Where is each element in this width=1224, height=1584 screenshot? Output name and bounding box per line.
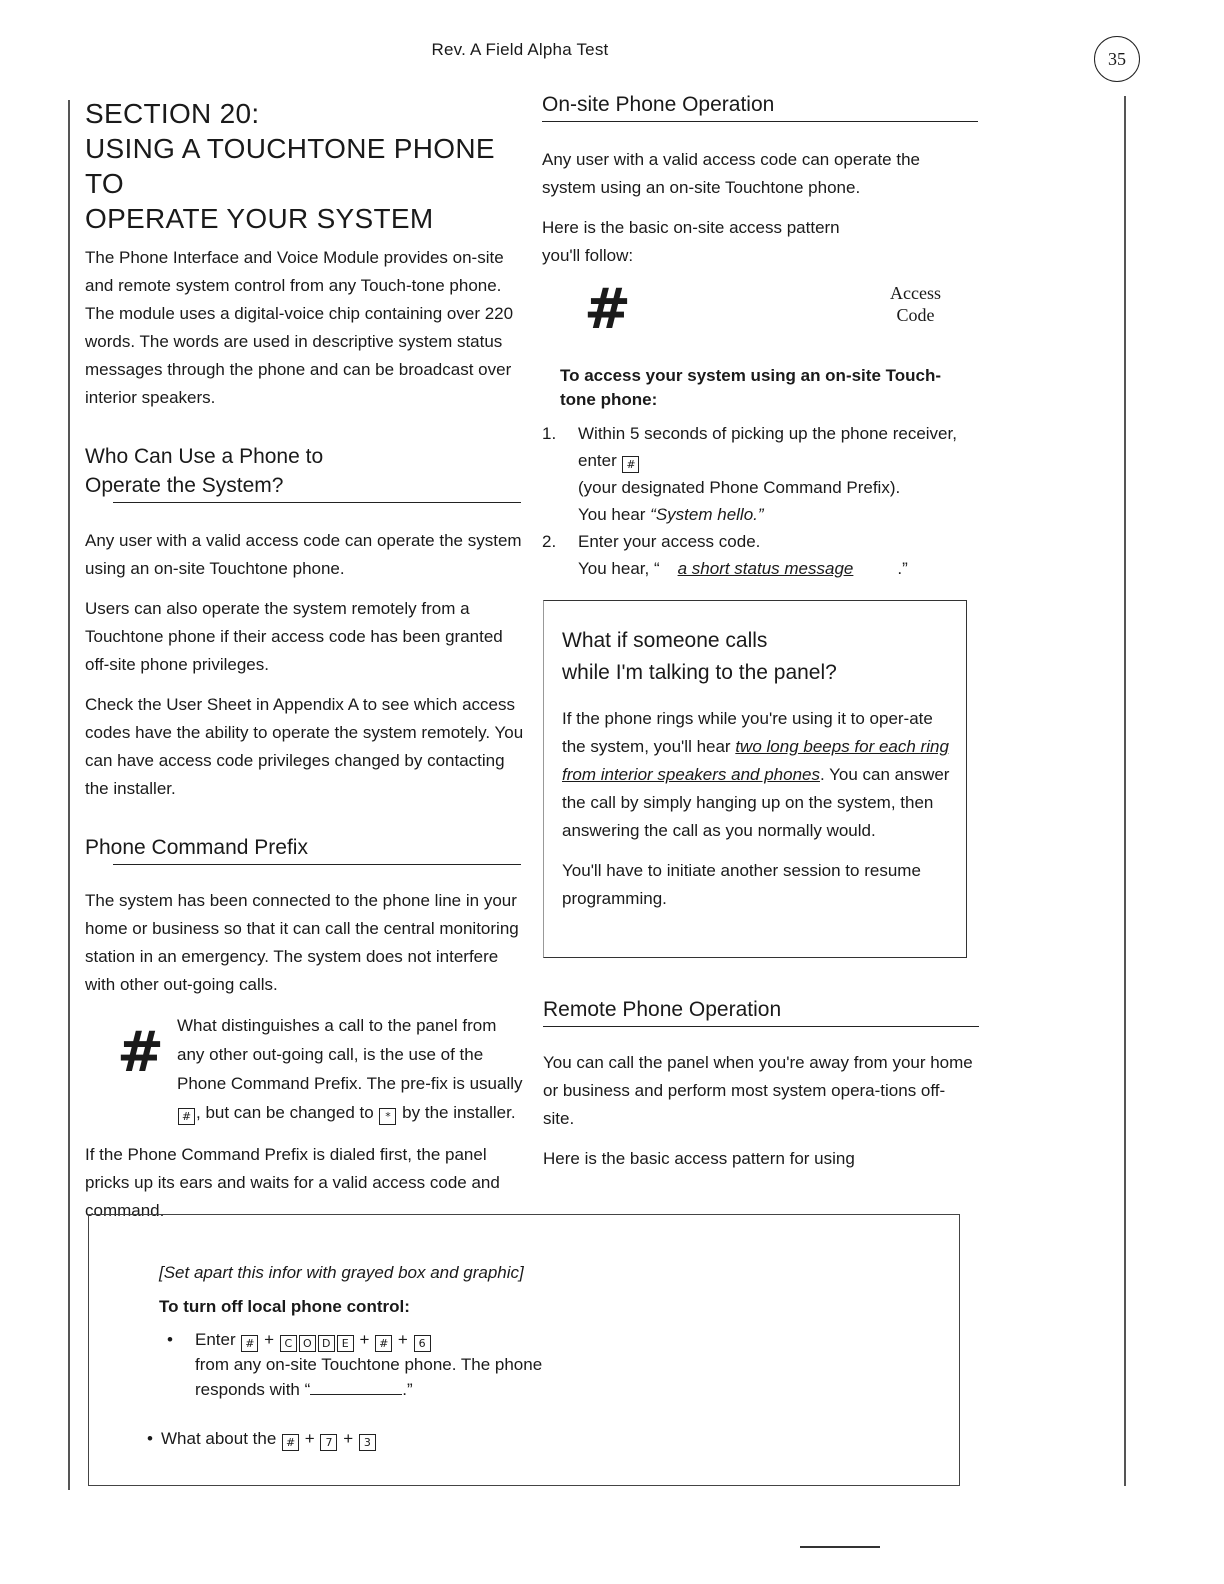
onsite-heading-rule [542, 121, 978, 122]
section-title-line-1: SECTION 20: [85, 98, 260, 129]
plus-sign: + [359, 1330, 370, 1349]
tip-box [543, 600, 967, 958]
editor-note: [Set apart this infor with grayed box and graphic] [159, 1263, 524, 1282]
procedure-steps [542, 420, 982, 582]
step-2-hear: You hear, “ [578, 559, 660, 578]
what-about-text: What about the [161, 1429, 277, 1448]
hash-key-icon: # [622, 456, 639, 473]
pattern-label-line-2: Code [896, 305, 935, 325]
prefix-note-text-b: , but can be changed to [196, 1103, 374, 1122]
hash-key-icon: # [375, 1335, 392, 1352]
responds-end: .” [402, 1380, 413, 1399]
star-key-icon: * [379, 1108, 396, 1125]
plus-sign: + [397, 1330, 408, 1349]
bullet-1-line-3 [195, 1377, 899, 1402]
tip-p1-end: . You can answer the call by simply hanging up on the system, then answering the call as you normally would. [562, 765, 950, 840]
bullet-1-line-1 [195, 1327, 899, 1352]
step-2-line-2 [578, 555, 982, 582]
left-column [85, 96, 525, 1237]
step-1-hear: You hear [578, 505, 651, 524]
plus-sign: + [304, 1429, 315, 1448]
bullet-marker: • [147, 1429, 153, 1448]
bullet-what-about [147, 1426, 899, 1451]
procedure-step-1 [542, 420, 982, 528]
tip-content [562, 625, 954, 925]
response-blank [310, 1394, 402, 1395]
status-message-placeholder: a short status message [677, 559, 854, 578]
tip-title-line-2: while I'm talking to the panel? [562, 661, 837, 684]
d-key-icon: D [318, 1335, 335, 1352]
onsite-paragraph-1: Any user with a valid access code can operate the system using an on-site Touchtone phone. [542, 150, 920, 197]
footer-rule [800, 1546, 880, 1548]
tip-title-line-1: What if someone calls [562, 629, 768, 652]
who-paragraph-1: Any user with a valid access code can operate the system using an on-site Touchtone phone. [85, 531, 522, 578]
tip-paragraph-1 [562, 705, 954, 845]
pattern-hash-icon: # [584, 277, 631, 342]
remote-paragraph-1: You can call the panel when you're away from your home or business and perform most system opera-tions off-site. [543, 1053, 973, 1128]
step-1-number: 1. [542, 424, 557, 443]
step-2-number: 2. [542, 532, 557, 551]
six-key-icon: 6 [414, 1335, 431, 1352]
local-control-box [88, 1214, 960, 1486]
step-1-quote: “System hello.” [650, 505, 764, 524]
procedure-step-2 [542, 528, 982, 582]
remote-heading-rule [543, 1026, 979, 1027]
who-paragraph-2: Users can also operate the system remotely from a Touchtone phone if their access code has been granted off-site phone privileges. [85, 599, 503, 674]
prefix-note-text-a: What distinguishes a call to the panel from any other out-going call, is the use of the Phone Command Prefix. The pre-fix is usually [177, 1016, 523, 1093]
plus-sign: + [343, 1429, 354, 1448]
pattern-label-line-1: Access [890, 283, 941, 303]
who-paragraph-3: Check the User Sheet in Appendix A to see which access codes have the ability to operate the system remotely. You can have access code privileges changed by contacting the installer. [85, 695, 524, 798]
hash-key-icon: # [178, 1108, 195, 1125]
right-column [542, 90, 982, 582]
hash-key-icon: # [282, 1434, 299, 1451]
three-key-icon: 3 [359, 1434, 376, 1451]
prefix-note [85, 1011, 525, 1127]
step-2-end: .” [897, 559, 908, 578]
prefix-paragraph-1: The system has been connected to the phone line in your home or business so that it can call the central monitoring station in an emergency. The system does not interfere with other out-going calls. [85, 891, 519, 994]
o-key-icon: O [299, 1335, 316, 1352]
onsite-heading: On-site Phone Operation [542, 93, 775, 116]
prefix-note-text-c: by the installer. [402, 1103, 516, 1122]
local-control-title: To turn off local phone control: [159, 1297, 410, 1316]
right-margin-line [1124, 96, 1126, 1486]
remote-section [543, 995, 983, 1185]
local-control-content [147, 1261, 899, 1451]
section-title-line-2: USING A TOUCHTONE PHONE TO [85, 133, 495, 199]
prefix-heading: Phone Command Prefix [85, 836, 308, 859]
bullet-marker: • [167, 1330, 173, 1349]
enter-label: Enter [195, 1330, 236, 1349]
section-title-line-3: OPERATE YOUR SYSTEM [85, 203, 434, 234]
bullet-1-line-2: from any on-site Touchtone phone. The phone [195, 1355, 543, 1374]
prefix-paragraph-2: If the Phone Command Prefix is dialed first, the panel pricks up its ears and waits for a valid access code and command. [85, 1145, 500, 1220]
who-heading-line-1: Who Can Use a Phone to [85, 445, 324, 468]
prefix-heading-rule [113, 864, 521, 865]
remote-paragraph-2: Here is the basic access pattern for using [543, 1149, 855, 1168]
pattern-access-code-label [890, 282, 941, 326]
remote-heading: Remote Phone Operation [543, 998, 782, 1021]
responds-with: responds with “ [195, 1380, 311, 1399]
running-header: Rev. A Field Alpha Test [431, 40, 609, 59]
hash-key-icon: # [241, 1335, 258, 1352]
plus-sign: + [264, 1330, 275, 1349]
left-margin-line [68, 100, 70, 1490]
hash-icon: # [117, 1020, 164, 1085]
e-key-icon: E [337, 1335, 354, 1352]
who-heading-rule [113, 502, 521, 503]
intro-paragraph: The Phone Interface and Voice Module provides on-site and remote system control from any Touch-tone phone. The module uses a digital-voice chip containing over 220 words. The words are used in descriptive system status messages through the phone and can be broadcast over interior speakers. [85, 248, 514, 407]
tip-p1-underlined: two long beeps for each ring from interior speakers and phones [562, 737, 949, 784]
seven-key-icon: 7 [320, 1434, 337, 1451]
step-1-line-2: (your designated Phone Command Prefix). [578, 478, 901, 497]
step-1-line-1 [578, 420, 958, 474]
access-pattern [542, 277, 982, 346]
who-heading-line-2: Operate the System? [85, 474, 284, 497]
tip-paragraph-2: You'll have to initiate another session to resume programming. [562, 861, 921, 908]
step-2-line-1: Enter your access code. [578, 532, 761, 551]
step-1-text: Within 5 seconds of picking up the phone receiver, enter [578, 424, 957, 470]
step-1-line-3 [578, 501, 982, 528]
procedure-title: To access your system using an on-site Touch-tone phone: [560, 366, 942, 409]
bullet-turn-off [159, 1327, 899, 1402]
c-key-icon: C [280, 1335, 297, 1352]
onsite-paragraph-2: Here is the basic on-site access pattern you'll follow: [542, 218, 840, 265]
tip-p1-start: If the phone rings while you're using it to oper-ate the system, you'll hear [562, 709, 933, 756]
page-number: 35 [1094, 36, 1140, 82]
